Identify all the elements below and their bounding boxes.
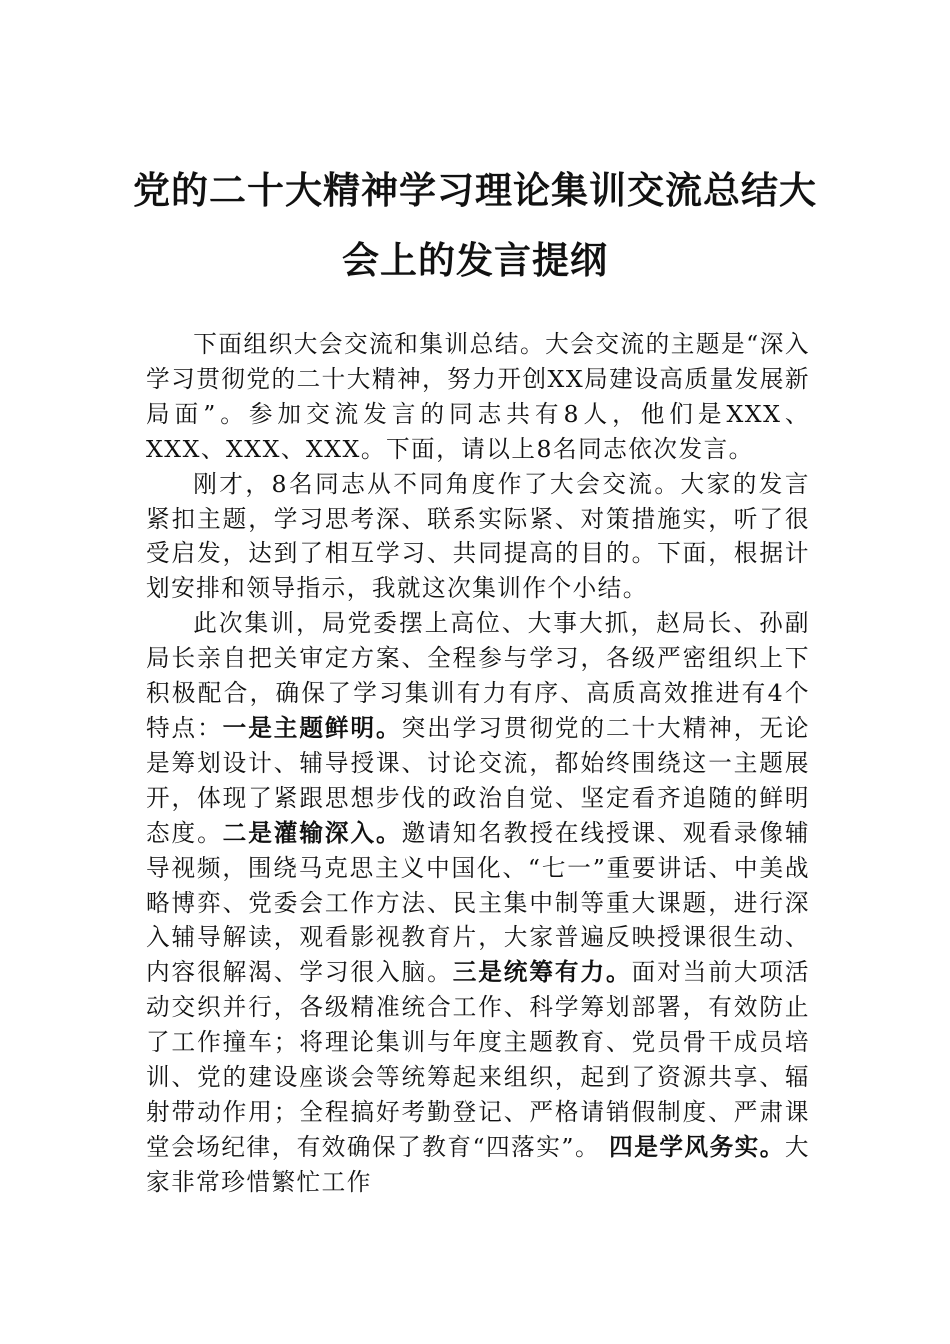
paragraph-exchange-review: 刚才，8名同志从不同角度作了大会交流。大家的发言紧扣主题，学习思考深、联系实际紧、对策措施实，听了很受启发，达到了相互学习、共同提高的目的。下面，根据计划安排和领导指示，我就这次集训作个小结。 xyxy=(146,469,810,603)
feature-4-heading: 四是学风务实。 xyxy=(609,1132,785,1161)
document-title-line-2: 会上的发言提纲 xyxy=(342,238,608,282)
feature-1-text: 突出学习贯彻党的二十大精神，无论是筹划设计、辅导授课、讨论交流，都始终围绕这一主题展开，体现了紧跟思想步伐的政治自觉、坚定看齐追随的鲜明态度。 xyxy=(146,713,811,847)
document-title-line-1: 党的二十大精神学习理论集训交流总结大 xyxy=(133,168,817,212)
paragraph-exchange-intro: 下面组织大会交流和集训总结。大会交流的主题是“深入学习贯彻党的二十大精神，努力开创XX局建设高质量发展新局面”。参加交流发言的同志共有8人，他们是XXX、XXX、XXX、XXX。下面，请以上8名同志依次发言。 xyxy=(146,330,810,463)
feature-4-text: 大家非常珍惜繁忙工作 xyxy=(146,1132,810,1196)
features-intro: 此次集训，局党委摆上高位、大事大抓，赵局长、孙副局长亲自把关审定方案、全程参与学习，各级严密组织上下积极配合，确保了学习集训有力有序、高质高效推进有4个特点： xyxy=(146,609,810,742)
document-body xyxy=(146,327,810,1200)
paragraph-training-features xyxy=(146,606,810,1199)
feature-2-text: 邀请知名教授在线授课、观看录像辅导视频，围绕马克思主义中国化、“七一”重要讲话、中美战略博弈、党委会工作方法、民主集中制等重大课题，进行深入辅导解读，观看影视教育片，大家普遍反映授课很生动、内容很解渴、学习很入脑。 xyxy=(146,818,811,987)
feature-1-heading: 一是主题鲜明。 xyxy=(222,713,402,742)
feature-3-text: 面对当前大项活动交织并行，各级精准统合工作、科学筹划部署，有效防止了工作撞车；将理论集训与年度主题教育、党员骨干成员培训、党的建设座谈会等统筹起来组织，起到了资源共享、辐射带动作用；全程搞好考勤登记、严格请销假制度、严肃课堂会场纪律，有效确保了教育“四落实”。 xyxy=(146,958,811,1161)
feature-2-heading: 二是灌输深入。 xyxy=(222,818,402,847)
feature-3-heading: 三是统筹有力。 xyxy=(452,958,632,987)
